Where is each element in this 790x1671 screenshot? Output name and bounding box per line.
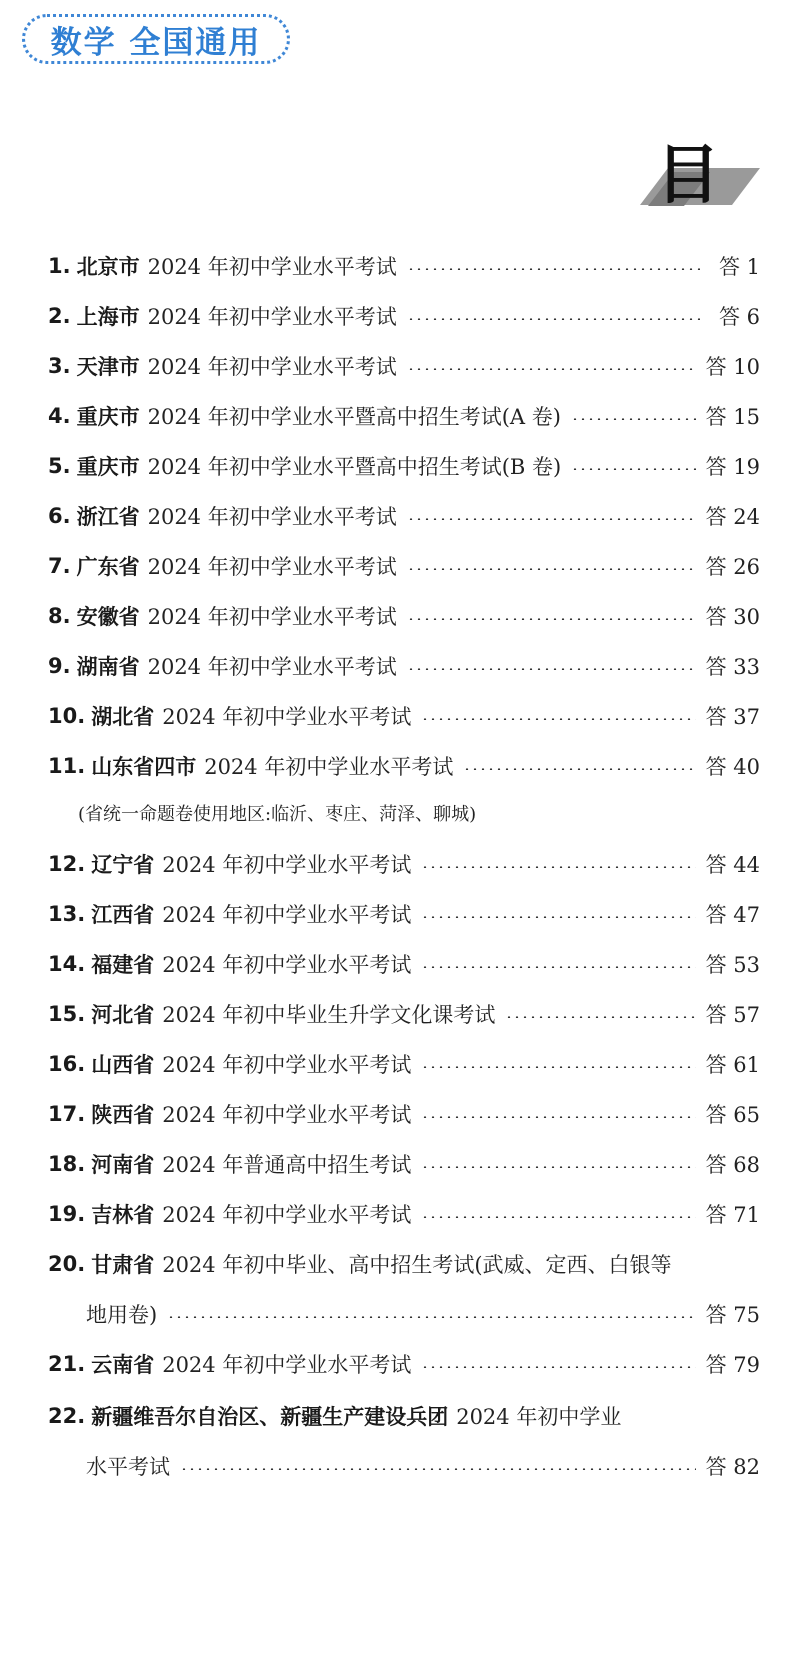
entry-title: 2024 年初中学业水平考试 — [162, 1103, 412, 1127]
entry-title: 2024 年初中学业水平考试 — [204, 755, 454, 779]
entry-page: 答 19 — [705, 455, 760, 479]
dot-leader — [407, 668, 696, 670]
entry-title: 2024 年初中学业水平考试 — [147, 255, 397, 279]
toc-entry[interactable] — [48, 1396, 760, 1436]
entry-page: 答 61 — [705, 1053, 760, 1077]
entry-page: 答 24 — [705, 505, 760, 529]
dot-leader — [407, 368, 696, 370]
dot-leader — [421, 718, 695, 720]
entry-page: 答 82 — [705, 1455, 760, 1479]
toc-entry[interactable] — [48, 1094, 760, 1134]
entry-page: 答 68 — [705, 1153, 760, 1177]
entry-number: 22. — [48, 1404, 86, 1428]
dot-leader — [421, 1366, 695, 1368]
dot-leader — [505, 1016, 695, 1018]
entry-region: 上海市 — [76, 305, 140, 329]
entry-title: 2024 年初中学业水平考试 — [162, 1353, 412, 1377]
dot-leader — [407, 518, 696, 520]
entry-title: 2024 年初中毕业生升学文化课考试 — [162, 1003, 496, 1027]
dot-leader — [407, 568, 696, 570]
entry-region: 吉林省 — [91, 1203, 155, 1227]
toc-entry[interactable] — [48, 1144, 760, 1184]
entry-number: 13. — [48, 902, 86, 926]
heading-char: 目 — [656, 139, 720, 213]
entry-page: 答 15 — [705, 405, 760, 429]
toc-entry[interactable] — [48, 396, 760, 436]
dot-leader — [421, 966, 695, 968]
entry-title: 2024 年初中学业 — [456, 1405, 622, 1429]
entry-title: 2024 年初中学业水平考试 — [147, 605, 397, 629]
entry-region: 新疆维吾尔自治区、新疆生产建设兵团 — [91, 1405, 449, 1429]
entry-region: 湖北省 — [91, 705, 155, 729]
entry-number: 19. — [48, 1202, 86, 1226]
toc-entry[interactable] — [48, 246, 760, 286]
entry-title: 2024 年初中学业水平考试 — [147, 655, 397, 679]
dot-leader — [421, 916, 695, 918]
entry-title: 2024 年普通高中招生考试 — [162, 1153, 412, 1177]
dot-leader — [180, 1468, 696, 1470]
entry-page: 答 44 — [705, 853, 760, 877]
entry-title: 2024 年初中学业水平考试 — [147, 355, 397, 379]
entry-title: 2024 年初中学业水平考试 — [162, 953, 412, 977]
toc-entry[interactable] — [48, 446, 760, 486]
toc-entry[interactable] — [48, 346, 760, 386]
entry-title: 2024 年初中学业水平考试 — [162, 705, 412, 729]
entry-page: 答 33 — [705, 655, 760, 679]
dot-leader — [407, 318, 700, 320]
dot-leader — [407, 268, 700, 270]
entry-number: 17. — [48, 1102, 86, 1126]
entry-number: 7. — [48, 554, 71, 578]
entry-region: 河南省 — [91, 1153, 155, 1177]
entry-page: 答 57 — [705, 1003, 760, 1027]
entry-region: 辽宁省 — [91, 853, 155, 877]
entry-number: 15. — [48, 1002, 86, 1026]
dot-leader — [571, 468, 695, 470]
entry-number: 6. — [48, 504, 71, 528]
subject-tag: 数学 全国通用 — [22, 14, 290, 64]
entry-title-continued: 水平考试 — [86, 1455, 170, 1479]
toc-entry[interactable] — [48, 496, 760, 536]
entry-region: 湖南省 — [76, 655, 140, 679]
toc-entry-continuation[interactable] — [48, 1294, 760, 1334]
entry-title: 2024 年初中学业水平考试 — [147, 555, 397, 579]
entry-number: 11. — [48, 754, 86, 778]
entry-region: 河北省 — [91, 1003, 155, 1027]
entry-region: 山西省 — [91, 1053, 155, 1077]
dot-leader — [167, 1316, 695, 1318]
dot-leader — [421, 1166, 695, 1168]
entry-region: 重庆市 — [76, 455, 140, 479]
entry-region: 陕西省 — [91, 1103, 155, 1127]
entry-number: 3. — [48, 354, 71, 378]
entry-number: 9. — [48, 654, 71, 678]
entry-page: 答 10 — [705, 355, 760, 379]
dot-leader — [421, 1216, 695, 1218]
entry-number: 8. — [48, 604, 71, 628]
toc-entry[interactable] — [48, 1244, 760, 1284]
entry-number: 14. — [48, 952, 86, 976]
toc-entry[interactable] — [48, 546, 760, 586]
dot-leader — [421, 1066, 695, 1068]
toc-entry[interactable] — [48, 596, 760, 636]
toc-entry[interactable] — [48, 994, 760, 1034]
entry-page: 答 30 — [705, 605, 760, 629]
entry-region: 广东省 — [76, 555, 140, 579]
entry-region: 安徽省 — [76, 605, 140, 629]
entry-title: 2024 年初中学业水平暨高中招生考试(B 卷) — [147, 455, 562, 479]
entry-title: 2024 年初中毕业、高中招生考试(武威、定西、白银等 — [162, 1253, 672, 1277]
entry-page: 答 75 — [705, 1303, 760, 1327]
dot-leader — [463, 768, 695, 770]
toc-entry[interactable] — [48, 1194, 760, 1234]
entry-region: 浙江省 — [76, 505, 140, 529]
entry-page: 答 40 — [705, 755, 760, 779]
entry-region: 福建省 — [91, 953, 155, 977]
dot-leader — [571, 418, 696, 420]
toc-entry-note — [78, 793, 760, 833]
dot-leader — [407, 618, 696, 620]
heading-badge — [640, 140, 760, 225]
toc-entry[interactable] — [48, 894, 760, 934]
toc-entry[interactable] — [48, 746, 760, 786]
entry-page: 答 47 — [705, 903, 760, 927]
entry-page: 答 71 — [705, 1203, 760, 1227]
entry-region: 天津市 — [76, 355, 140, 379]
toc-entry[interactable] — [48, 296, 760, 336]
entry-page: 答 6 — [718, 305, 760, 329]
entry-title: 2024 年初中学业水平考试 — [147, 305, 397, 329]
entry-title-continued: 地用卷) — [86, 1303, 158, 1327]
toc-entry-continuation[interactable] — [48, 1446, 760, 1486]
entry-page: 答 26 — [705, 555, 760, 579]
dot-leader — [421, 866, 695, 868]
entry-number: 1. — [48, 254, 71, 278]
entry-number: 10. — [48, 704, 86, 728]
toc-entry[interactable] — [48, 1044, 760, 1084]
entry-page: 答 37 — [705, 705, 760, 729]
entry-region: 甘肃省 — [91, 1253, 155, 1277]
toc-entry[interactable] — [48, 646, 760, 686]
entry-number: 2. — [48, 304, 71, 328]
toc-entry[interactable] — [48, 696, 760, 736]
entry-region: 重庆市 — [76, 405, 140, 429]
dot-leader — [421, 1116, 695, 1118]
entry-number: 5. — [48, 454, 71, 478]
entry-region: 北京市 — [76, 255, 140, 279]
entry-note: (省统一命题卷使用地区:临沂、枣庄、菏泽、聊城) — [78, 804, 477, 825]
entry-title: 2024 年初中学业水平暨高中招生考试(A 卷) — [147, 405, 561, 429]
entry-number: 20. — [48, 1252, 86, 1276]
entry-title: 2024 年初中学业水平考试 — [147, 505, 397, 529]
entry-number: 16. — [48, 1052, 86, 1076]
entry-page: 答 1 — [718, 255, 760, 279]
entry-title: 2024 年初中学业水平考试 — [162, 1203, 412, 1227]
toc-entry[interactable] — [48, 944, 760, 984]
entry-number: 18. — [48, 1152, 86, 1176]
entry-number: 21. — [48, 1352, 86, 1376]
entry-page: 答 79 — [705, 1353, 760, 1377]
entry-title: 2024 年初中学业水平考试 — [162, 1053, 412, 1077]
entry-region: 山东省四市 — [91, 755, 197, 779]
entry-region: 江西省 — [91, 903, 155, 927]
toc-entry[interactable] — [48, 844, 760, 884]
entry-page: 答 53 — [705, 953, 760, 977]
toc-entry[interactable] — [48, 1344, 760, 1384]
entry-region: 云南省 — [91, 1353, 155, 1377]
entry-title: 2024 年初中学业水平考试 — [162, 903, 412, 927]
entry-page: 答 65 — [705, 1103, 760, 1127]
entry-number: 12. — [48, 852, 86, 876]
entry-number: 4. — [48, 404, 71, 428]
entry-title: 2024 年初中学业水平考试 — [162, 853, 412, 877]
